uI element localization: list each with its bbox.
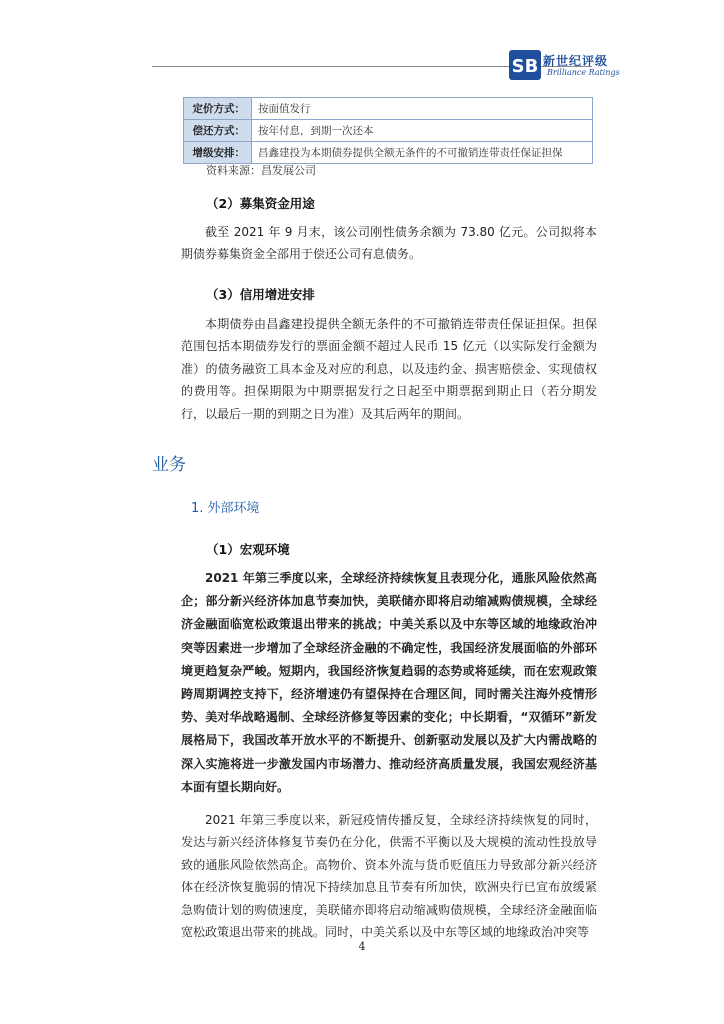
page-number: 4: [358, 940, 366, 953]
table-row: [184, 98, 593, 120]
brand-logo: [509, 50, 620, 82]
fund-use-heading: （2）募集资金用途: [206, 196, 315, 211]
bond-terms-table: [183, 97, 593, 164]
logo-mark-icon: [509, 50, 541, 80]
macro-summary-paragraph: 2021 年第三季度以来，全球经济持续恢复且表现分化，通胀风险依然高企；部分新兴经济体加息节奏加快，美联储亦即将启动缩减购债规模，全球经济金融面临宽松政策退出带来的挑战；中美关系以及中东等区域的地缘政治冲突等因素进一步增加了全球经济金融的不确定性，我国经济发展面临的外部环境更趋复杂严峻。短期内，我国经济恢复趋弱的态势或将延续，而在宏观政策跨周期调控支持下，经济增速仍有望保持在合理区间，同时需关注海外疫情形势、美对华战略遏制、全球经济修复等因素的变化；中长期看，“双循环”新发展格局下，我国改革开放水平的不断提升、创新驱动发展以及扩大内需战略的深入实施将进一步激发国内市场潜力、推动经济高质量发展，我国宏观经济基本面有望长期向好。: [181, 571, 597, 794]
svg-text:SB: SB: [511, 56, 539, 77]
logo-text-en: Brilliance Ratings: [547, 68, 620, 77]
table-key: 定价方式：: [184, 98, 252, 120]
table-row: [184, 120, 593, 142]
external-env-title: 1. 外部环境: [191, 501, 260, 516]
table-value: 按年付息，到期一次还本: [252, 120, 593, 142]
table-row: [184, 142, 593, 164]
fund-use-paragraph: 截至 2021 年 9 月末，该公司刚性债务余额为 73.80 亿元。公司拟将本期债券募集资金全部用于偿还公司有息债务。: [181, 225, 597, 262]
table-source: 资料来源：昌发展公司: [206, 164, 316, 177]
table-value: 按面值发行: [252, 98, 593, 120]
table-key: 增级安排：: [184, 142, 252, 164]
macro-heading: （1）宏观环境: [206, 542, 290, 557]
credit-heading: （3）信用增进安排: [206, 287, 315, 302]
logo-text-cn: 新世纪评级: [543, 54, 609, 68]
business-section-title: 业务: [152, 455, 186, 475]
credit-paragraph: 本期债券由昌鑫建投提供全额无条件的不可撤销连带责任保证担保。担保范围包括本期债券发行的票面金额不超过人民币 15 亿元（以实际发行金额为准）的债务融资工具本金及对应的利息，以及违约金、损害赔偿金、实现债权的费用等。担保期限为中期票据发行之日起至中期票据到期止日（若分期发行，以最后一期的到期之日为准）及其后两年的期间。: [181, 317, 597, 421]
macro-detail-paragraph: 2021 年第三季度以来，新冠疫情传播反复，全球经济持续恢复的同时，发达与新兴经济体修复节奏仍在分化，供需不平衡以及大规模的流动性投放导致的通胀风险依然高企。高物价、资本外流与货币贬值压力导致部分新兴经济体在经济恢复脆弱的情况下持续加息且节奏有所加快，欧洲央行已宣布放缓紧急购债计划的购债速度，美联储亦即将启动缩减购债规模，全球经济金融面临宽松政策退出带来的挑战。同时，中美关系以及中东等区域的地缘政治冲突等: [181, 813, 597, 940]
table-value: 昌鑫建投为本期债券提供全额无条件的不可撤销连带责任保证担保: [252, 142, 593, 164]
table-key: 偿还方式：: [184, 120, 252, 142]
